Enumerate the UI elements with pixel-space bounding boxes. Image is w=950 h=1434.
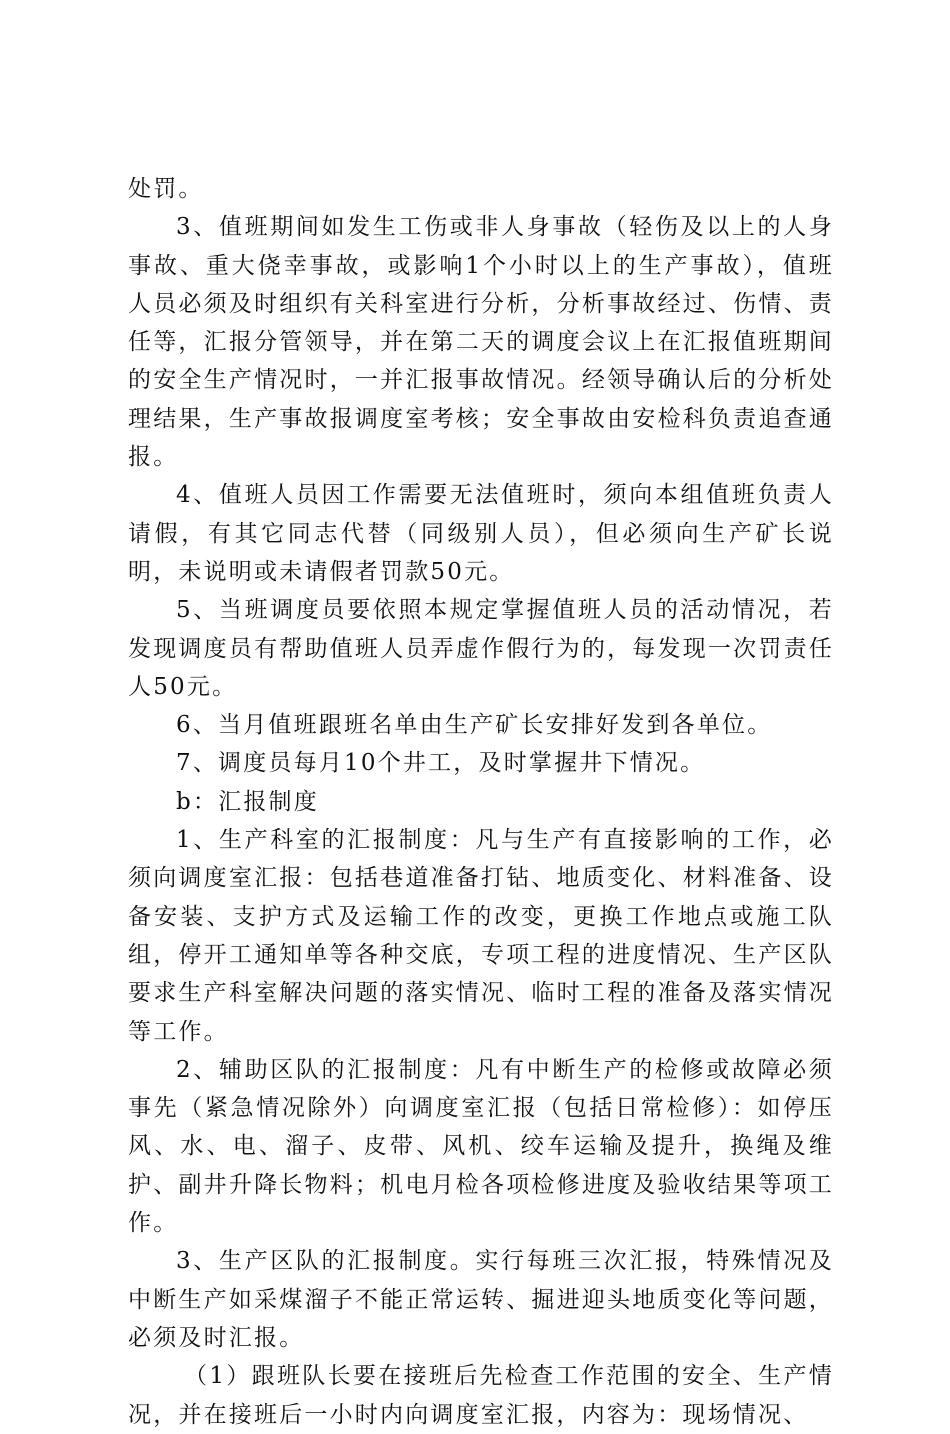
paragraph-item-6: 6、当月值班跟班名单由生产矿长安排好发到各单位。 xyxy=(176,712,773,739)
paragraph-reporting-1: 1、生产科室的汇报制度：凡与生产有直接影响的工作，必须向调度室汇报：包括巷道准备打钻、地质变化、材料准备、设备安装、支护方式及运输工作的改变，更换工作地点或施工队组，停开工通知单等各种交底，专项工程的进度情况、生产区队要求生产科室解决问题的落实情况、临时工程的准备及落实情况等工作。 xyxy=(128,827,834,1045)
paragraph-reporting-3: 3、生产区队的汇报制度。实行每班三次汇报，特殊情况及中断生产如采煤溜子不能正常运转、掘进迎头地质变化等问题，必须及时汇报。 xyxy=(128,1248,834,1351)
document-body xyxy=(128,170,834,1434)
paragraph-item-3: 3、值班期间如发生工伤或非人身事故（轻伤及以上的人身事故、重大侥幸事故，或影响1个小时以上的生产事故），值班人员必须及时组织有关科室进行分析，分析事故经过、伤情、责任等，汇报分管领导，并在第二天的调度会议上在汇报值班期间的安全生产情况时，一并汇报事故情况。经领导确认后的分析处理结果，生产事故报调度室考核；安全事故由安检科负责追查通报。 xyxy=(128,214,834,471)
paragraph-item-5: 5、当班调度员要依照本规定掌握值班人员的活动情况，若发现调度员有帮助值班人员弄虚作假行为的，每发现一次罚责任人50元。 xyxy=(128,597,834,700)
paragraph-item-4: 4、值班人员因工作需要无法值班时，须向本组值班负责人请假，有其它同志代替（同级别人员），但必须向生产矿长说明，未说明或未请假者罚款50元。 xyxy=(128,482,834,585)
paragraph-reporting-2: 2、辅助区队的汇报制度：凡有中断生产的检修或故障必须事先（紧急情况除外）向调度室汇报（包括日常检修）：如停压风、水、电、溜子、皮带、风机、绞车运输及提升，换绳及维护、副井升降长物料；机电月检各项检修进度及验收结果等项工作。 xyxy=(128,1056,834,1237)
paragraph-continuation: 处罚。 xyxy=(128,176,204,202)
section-heading-reporting-system: b：汇报制度 xyxy=(176,788,319,815)
paragraph-item-7: 7、调度员每月10个井工，及时掌握井下情况。 xyxy=(176,750,706,777)
paragraph-subitem-1: （1）跟班队长要在接班后先检查工作范围的安全、生产情况，并在接班后一小时内向调度室汇报，内容为：现场情况、 xyxy=(128,1363,834,1428)
